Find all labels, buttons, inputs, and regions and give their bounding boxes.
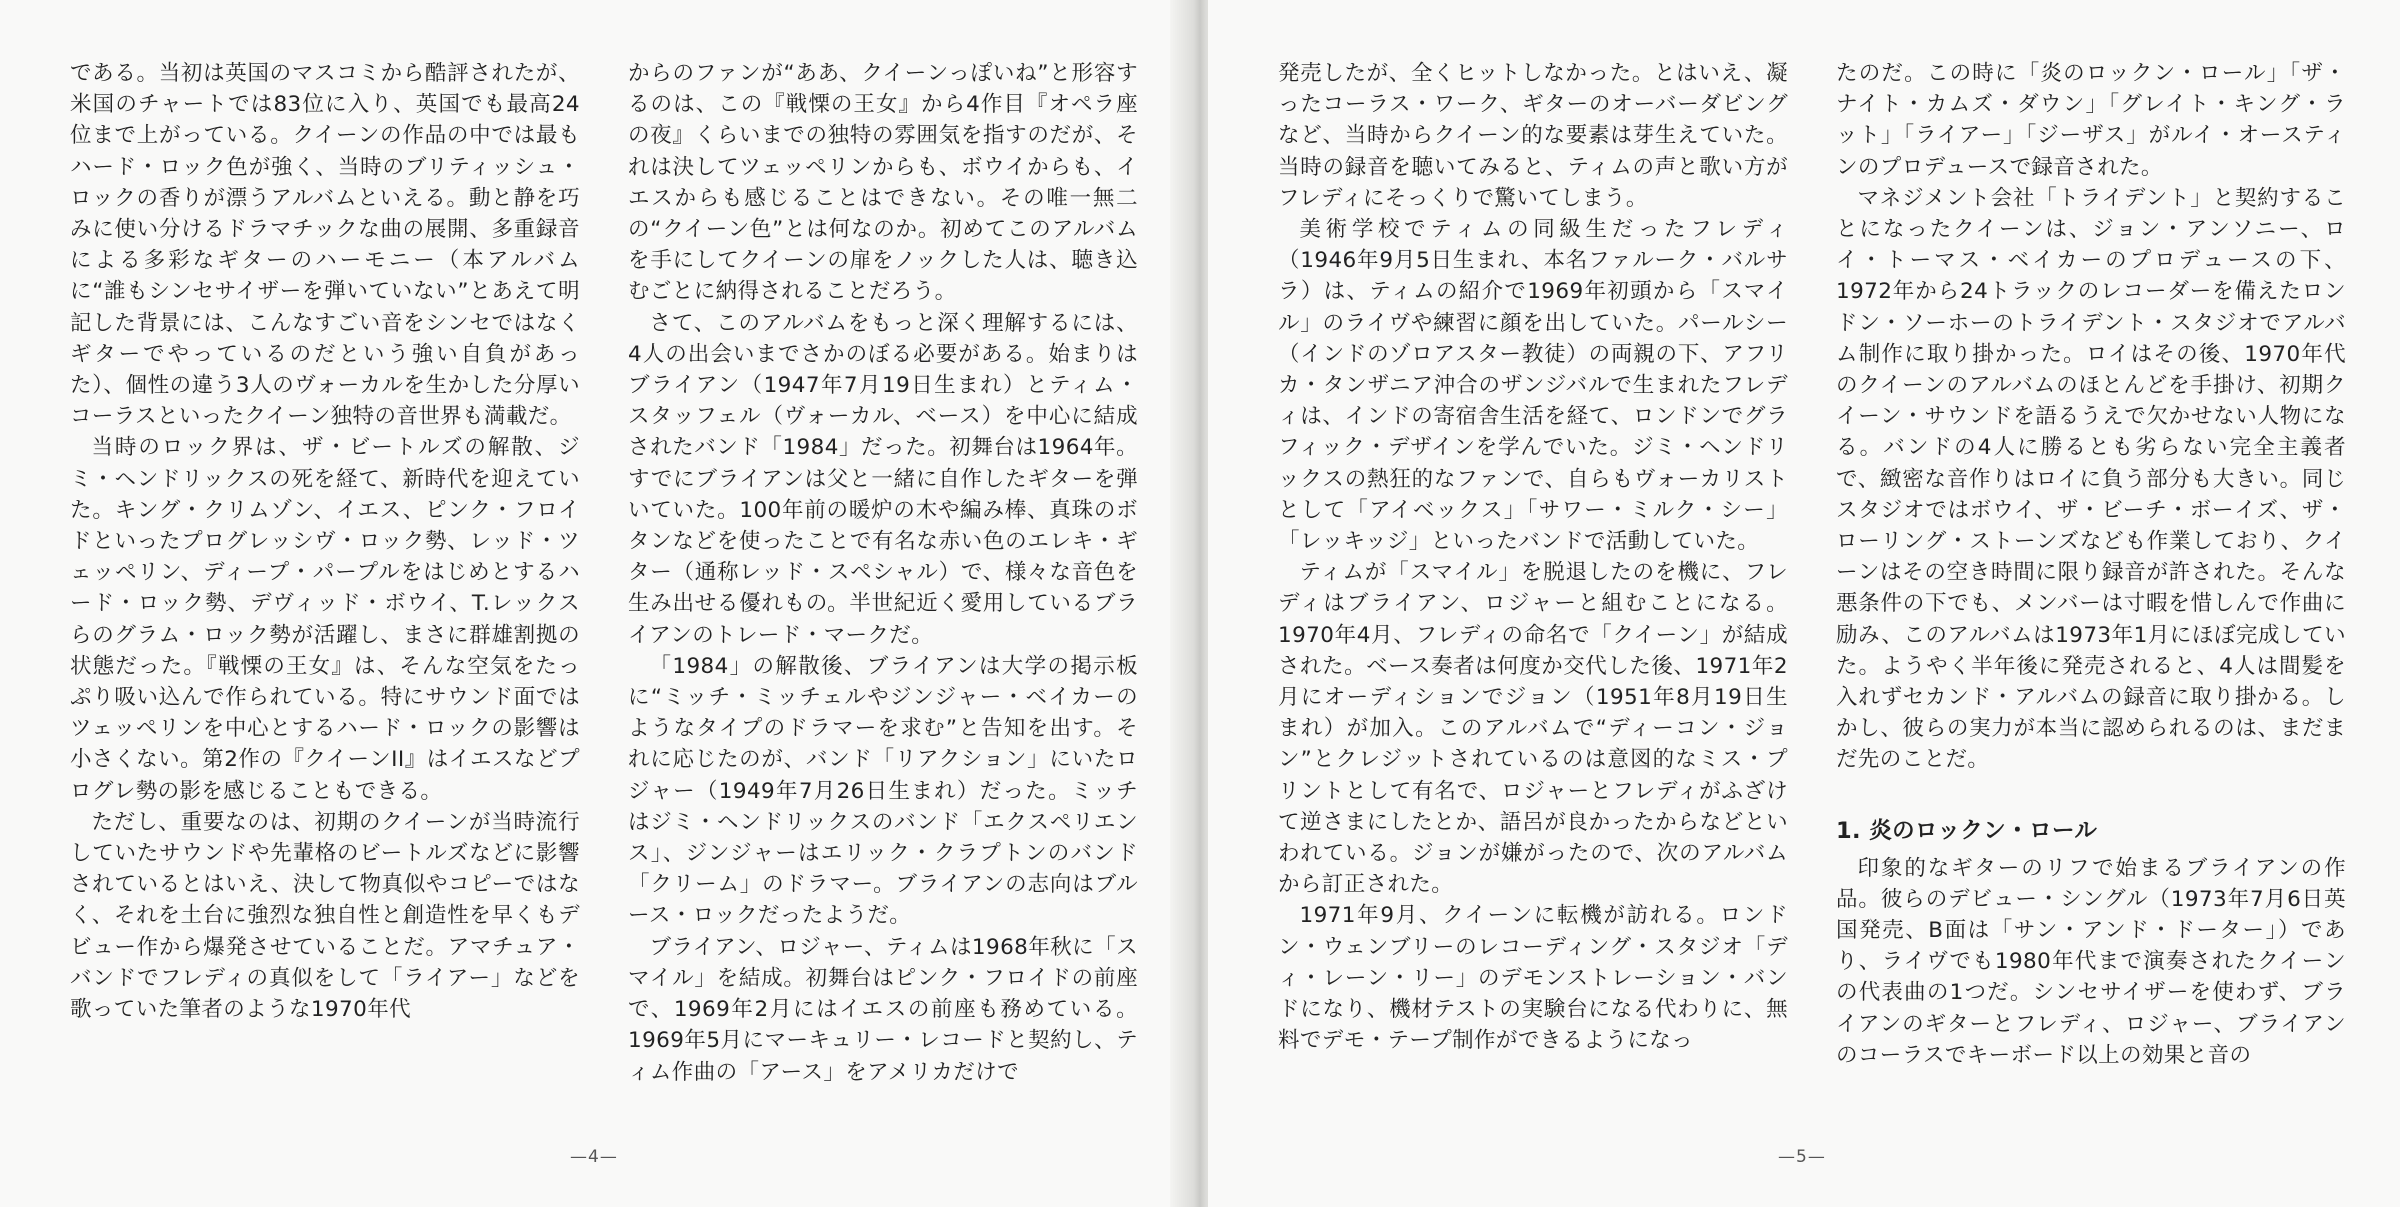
paragraph: たのだ。この時に「炎のロックン・ロール」「ザ・ナイト・カムズ・ダウン」「グレイト・キング・ラット」「ライアー」「ジーザス」がルイ・オースティンのプロデュースで録音された。 [1836,61,2346,180]
right-page-column-2 [1836,58,2346,1071]
right-page [1208,0,2400,1207]
paragraph: 発売したが、全くヒットしなかった。とはいえ、凝ったコーラス・ワーク、ギターのオーバーダビングなど、当時からクイーン的な要素は芽生えていた。当時の録音を聴いてみると、ティムの声と歌い方がフレディにそっくりで驚いてしまう。 [1278,61,1788,211]
paragraph: マネジメント会社「トライデント」と契約することになったクイーンは、ジョン・アンソニー、ロイ・トーマス・ベイカーのプロデュースの下、1972年から24トラックのレコーダーを備えたロンドン・ソーホーのトライデント・スタジオでアルバム制作に取り掛かった。ロイはその後、1970年代のクイーンのアルバムのほとんどを手掛け、初期クイーン・サウンドを語るうえで欠かせない人物になる。バンドの4人に勝るとも劣らない完全主義者で、緻密な音作りはロイに負う部分も大きい。同じスタジオではボウイ、ザ・ビーチ・ボーイズ、ザ・ローリング・ストーンズなども作業しており、クイーンはその空き時間に限り録音が許された。そんな悪条件の下でも、メンバーは寸暇を惜しんで作曲に励み、このアルバムは1973年1月にほぼ完成していた。ようやく半年後に発売されると、4人は間髪を入れずセカンド・アルバムの録音に取り掛かる。しかし、彼らの実力が本当に認められるのは、まだまだ先のことだ。 [1836,185,2346,773]
paragraph: ただし、重要なのは、初期のクイーンが当時流行していたサウンドや先輩格のビートルズなどに影響されているとはいえ、決して物真似やコピーではなく、それを土台に強烈な独自性と創造性を早くもデビュー作から爆発させていることだ。アマチュア・バンドでフレディの真似をして「ライアー」などを歌っていた筆者のような1970年代 [70,809,580,1023]
right-page-column-1 [1278,58,1788,1057]
paragraph: 1971年9月、クイーンに転機が訪れる。ロンドン・ウェンブリーのレコーディング・スタジオ「ディ・レーン・リー」のデモンストレーション・バンドになり、機材テストの実験台になる代わりに、無料でデモ・テープ制作ができるようになっ [1278,903,1788,1054]
page-number: —5— [1778,1147,1826,1167]
section-heading: 1. 炎のロックン・ロール [1836,817,2098,844]
paragraph: 美術学校でティムの同級生だったフレディ（1946年9月5日生まれ、本名ファルーク・バルサラ）は、ティムの紹介で1969年初頭から「スマイル」のライヴや練習に顔を出していた。パールシー（インドのゾロアスター教徒）の両親の下、アフリカ・タンザニア沖合のザンジバルで生まれたフレディは、インドの寄宿舎生活を経て、ロンドンでグラフィック・デザインを学んでいた。ジミ・ヘンドリックスの熱狂的なファンで、自らもヴォーカリストとして「アイベックス」「サワー・ミルク・シー」「レッキッジ」といったバンドで活動していた。 [1278,217,1788,555]
left-page-column-1 [70,58,580,1025]
paragraph: 印象的なギターのリフで始まるブライアンの作品。彼らのデビュー・シングル（1973年7月6日英国発売、B面は「サン・アンド・ドーター」）であり、ライヴでも1980年代まで演奏されたクイーンの代表曲の1つだ。シンセサイザーを使わず、ブライアンのギターとフレディ、ロジャー、ブライアンのコーラスでキーボード以上の効果と音の [1836,855,2346,1068]
left-page [0,0,1192,1207]
paragraph: 当時のロック界は、ザ・ビートルズの解散、ジミ・ヘンドリックスの死を経て、新時代を迎えていた。キング・クリムゾン、イエス、ピンク・フロイドといったプログレッシヴ・ロック勢、レッド・ツェッペリン、ディープ・パープルをはじめとするハード・ロック勢、デヴィッド・ボウイ、T.レックスらのグラム・ロック勢が活躍し、まさに群雄割拠の状態だった。『戦慄の王女』は、そんな空気をたっぷり吸い込んで作られている。特にサウンド面ではツェッペリンを中心とするハード・ロックの影響は小さくない。第2作の『クイーンII』はイエスなどプログレ勢の影を感じることもできる。 [70,435,580,804]
paragraph: 「1984」の解散後、ブライアンは大学の掲示板に“ミッチ・ミッチェルやジンジャー・ベイカーのようなタイプのドラマーを求む”と告知を出す。それに応じたのが、バンド「リアクション」にいたロジャー（1949年7月26日生まれ）だった。ミッチはジミ・ヘンドリックスのバンド「エクスペリエンス」、ジンジャーはエリック・クラプトンのバンド「クリーム」のドラマー。ブライアンの志向はブルース・ロックだったようだ。 [628,653,1138,929]
paragraph: さて、このアルバムをもっと深く理解するには、4人の出会いまでさかのぼる必要がある。始まりはブライアン（1947年7月19日生まれ）とティム・スタッフェル（ヴォーカル、ベース）を中心に結成されたバンド「1984」だった。初舞台は1964年。すでにブライアンは父と一緒に自作したギターを弾いていた。100年前の暖炉の木や編み棒、真珠のボタンなどを使ったことで有名な赤い色のエレキ・ギター（通称レッド・スペシャル）で、様々な音色を生み出せる優れもの。半世紀近く愛用しているブライアンのトレード・マークだ。 [628,310,1138,648]
left-page-column-2 [628,58,1138,1088]
paragraph: ティムが「スマイル」を脱退したのを機に、フレディはブライアン、ロジャーと組むことになる。1970年4月、フレディの命名で「クイーン」が結成された。ベース奏者は何度か交代した後、1971年2月にオーディションでジョン（1951年8月19日生まれ）が加入。このアルバムで“ディーコン・ジョン”とクレジットされているのは意図的なミス・プリントとして有名で、ロジャーとフレディがふざけて逆さまにしたとか、語呂が良かったからなどといわれている。ジョンが嫌がったので、次のアルバムから訂正された。 [1278,560,1788,898]
paragraph: である。当初は英国のマスコミから酷評されたが、米国のチャートでは83位に入り、英国でも最高24位まで上がっている。クイーンの作品の中では最もハード・ロック色が強く、当時のブリティッシュ・ロックの香りが漂うアルバムといえる。動と静を巧みに使い分けるドラマチックな曲の展開、多重録音による多彩なギターのハーモニー（本アルバムに“誰もシンセサイザーを弾いていない”とあえて明記した背景には、こんなすごい音をシンセではなくギターでやっているのだという強い自負があった）、個性の違う3人のヴォーカルを生かした分厚いコーラスといったクイーン独特の音世界も満載だ。 [70,61,580,430]
page-number: —4— [570,1147,618,1167]
paragraph: からのファンが“ああ、クイーンっぽいね”と形容するのは、この『戦慄の王女』から4作目『オペラ座の夜』くらいまでの独特の雰囲気を指すのだが、それは決してツェッペリンからも、ボウイからも、イエスからも感じることはできない。その唯一無二の“クイーン色”とは何なのか。初めてこのアルバムを手にしてクイーンの扉をノックした人は、聴き込むごとに納得されることだろう。 [628,61,1138,305]
paragraph: ブライアン、ロジャー、ティムは1968年秋に「スマイル」を結成。初舞台はピンク・フロイドの前座で、1969年2月にはイエスの前座も務めている。1969年5月にマーキュリー・レコードと契約し、ティム作曲の「アース」をアメリカだけで [628,934,1138,1085]
